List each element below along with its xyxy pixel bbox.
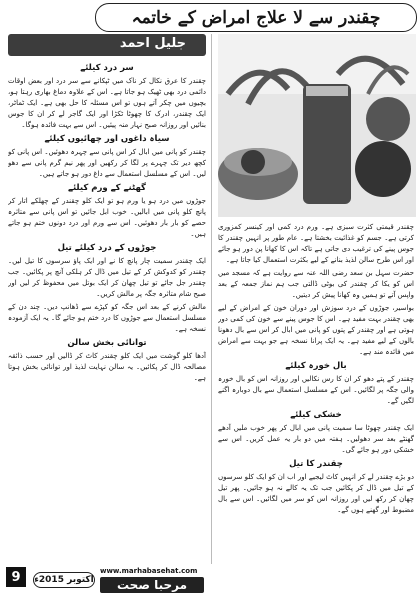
oil-heading: چقندر کا تیل	[289, 459, 343, 469]
hair-heading: بال خورہ کیلئے	[285, 361, 347, 371]
joint-oil-paragraph-1: ایک چقندر سمیت چار پانچ کا نے اور ایک پاؤ سرسوں کا تیل لیں۔ چقندر کو کدوکش کر کے تیل میں ڈال کر ہلکی آنچ پر پکائیں۔ جب چقندر جل جائے تو تیل چھان کر ایک بوتل میں محفوظ کر لیں اور صبح شام متاثرہ جگہ پر مالش کریں۔	[8, 257, 206, 298]
magazine-logo: مرحبا صحت	[100, 577, 204, 593]
right-text-column	[218, 222, 414, 575]
knee-paragraph: جوڑوں میں درد ہو یا ورم ہو تو ایک کلو چقندر کے چھلکے اتار کر پانچ کلو پانی میں ابالیں۔ خوب ابل جائیں تو اس پانی سے متاثرہ حصے کو بار بار دھوئیں۔ اس سے ورم اور درد دونوں ختم ہو جاتے ہیں۔	[8, 197, 206, 238]
oil-paragraph: دو بڑے چقندر لے کر انہیں کاٹ لیجیے اور اب ان کو ایک کلو سرسوں کے تیل میں ڈال کر پکائیں جب تک یہ کالے نہ ہو جائیں۔ پھر تیل چھان کر رکھ لیں اور روزانہ اس کو سر میں لگائیں۔ اس سے بال مضبوط اور گھنے ہوں گے۔	[218, 473, 414, 514]
joint-oil-paragraph-2: مالش کرنے کے بعد اس جگہ کو کپڑے سے ڈھانپ دیں۔ چند دن کے مسلسل استعمال سے جوڑوں کا درد ختم ہو جائے گا۔ یہ ایک آزمودہ نسخہ ہے۔	[8, 303, 206, 333]
beet-juice-illustration	[218, 34, 416, 217]
spots-paragraph: چقندر کو پانی میں ابال کر اس پانی سے چہرہ دھوئیں۔ اس پانی کو کچھ دیر تک چہرے پر لگا کر رکھیں اور پھر نیم گرم پانی سے دھو لیں۔ اس کے مسلسل استعمال سے داغ دور ہو جاتے ہیں۔	[8, 148, 206, 178]
joint-oil-heading: جوڑوں کے درد کیلئے تیل	[57, 243, 157, 253]
article-title-banner	[95, 3, 417, 32]
page-footer	[0, 565, 419, 595]
spots-heading: سیاہ داغوں اور چھائیوں کیلئے	[44, 134, 170, 144]
headache-paragraph: چقندر کا عرق نکال کر ناک میں ٹپکانے سے سر درد اور بعض اوقات دائمی درد بھی ٹھیک ہو جاتا ہے۔ اس کے علاوہ دماغ بھاری رہتا ہو، بچیوں میں چکر آتے ہوں تو اس مسئلہ کا حل بھی ہے۔ ایک ٹماٹر، ایک چقندر، ادرک کا چھوٹا ٹکڑا اور ایک گاجر لے کر ان کا جوس بنائیں اور روزانہ صبح نہار منہ پیئیں۔ اس سے بہت فائدہ ہوگا۔	[8, 77, 206, 129]
headache-heading: سر درد کیلئے	[80, 63, 134, 73]
intro-paragraph-3: بواسیر، جوڑوں کے درد سوزش اور دوران خون کے امراض کے لیے بھی چقندر بہت مفید ہے۔ اس کا جوس پینے سے خون کی کمی دور ہوتی ہے اور چقندر کے پتوں کو پانی میں ابال کر اس سے بال دھونا بالوں کے لیے مفید ہے۔ یہ ایک پرانا نسخہ ہے جو بہت سے امراض میں فائدہ مند ہے۔	[218, 304, 414, 356]
page-number: 9	[6, 567, 26, 587]
energy-paragraph: آدھا کلو گوشت میں ایک کلو چقندر کاٹ کر ڈالیں اور حسب ذائقہ مصالحہ ڈال کر پکائیں۔ یہ سالن نہایت لذیذ اور توانائی بخش ہوتا ہے۔	[8, 352, 206, 382]
intro-paragraph-2: حضرت سہل بن سعد رضی اللہ عنہ سے روایت ہے کہ مسجد میں اس کو یکا کر چقندر کی بوٹی ڈالتی جب ہم نماز جمعہ کے بعد واپس آتے تو ہمیں وہ کھانا پیش کر دیتیں۔	[218, 269, 414, 299]
article-title: چقندر سے لا علاج امراض کے خاتمہ	[131, 8, 381, 28]
dandruff-paragraph: ایک چقندر چھوٹا سا سمیت پانی میں ابال کر پھر خوب ملیں آدھے گھنٹے بعد سر دھولیں۔ ہفتہ میں دو بار یہ عمل کریں۔ اس سے خشکی دور ہو جائے گی۔	[218, 424, 414, 454]
author-bar	[8, 34, 206, 56]
energy-heading: توانائی بخش سالن	[67, 338, 147, 348]
dandruff-heading: خشکی کیلئے	[290, 410, 342, 420]
knee-heading: گھٹنے کے ورم کیلئے	[67, 183, 146, 193]
beet-juice-photo	[218, 34, 416, 217]
issue-date: اکتوبر 2015ء	[33, 572, 95, 588]
left-text-column	[8, 60, 206, 560]
hair-paragraph: چقندر کے پتے دھو کر ان کا رس نکالیں اور روزانہ اس کو بال خورہ والی جگہ پر لگائیں۔ اس کے مسلسل استعمال سے بال دوبارہ اگنے لگیں گے۔	[218, 375, 414, 405]
intro-paragraph-1: چقندر قیمتی کثرت سبزی ہے۔ ورم درد کمی اور کینسر کمزوری کرتی ہے۔ جسم کو غذائیت بخشتا ہے۔ عام طور پر انہیں چقندر کا جوس پینے کی ترغیب دی جاتی ہے تاکہ اس کا کھانا پن دور ہو جائے اور اس طرح سالن لذیذ بنانے کے لیے بکثرت استعمال کیا جاتا ہے۔	[218, 223, 414, 264]
author-name: جلیل احمد	[119, 36, 186, 51]
website-url[interactable]: www.marhabasehat.com	[100, 567, 198, 575]
column-divider	[211, 34, 212, 564]
